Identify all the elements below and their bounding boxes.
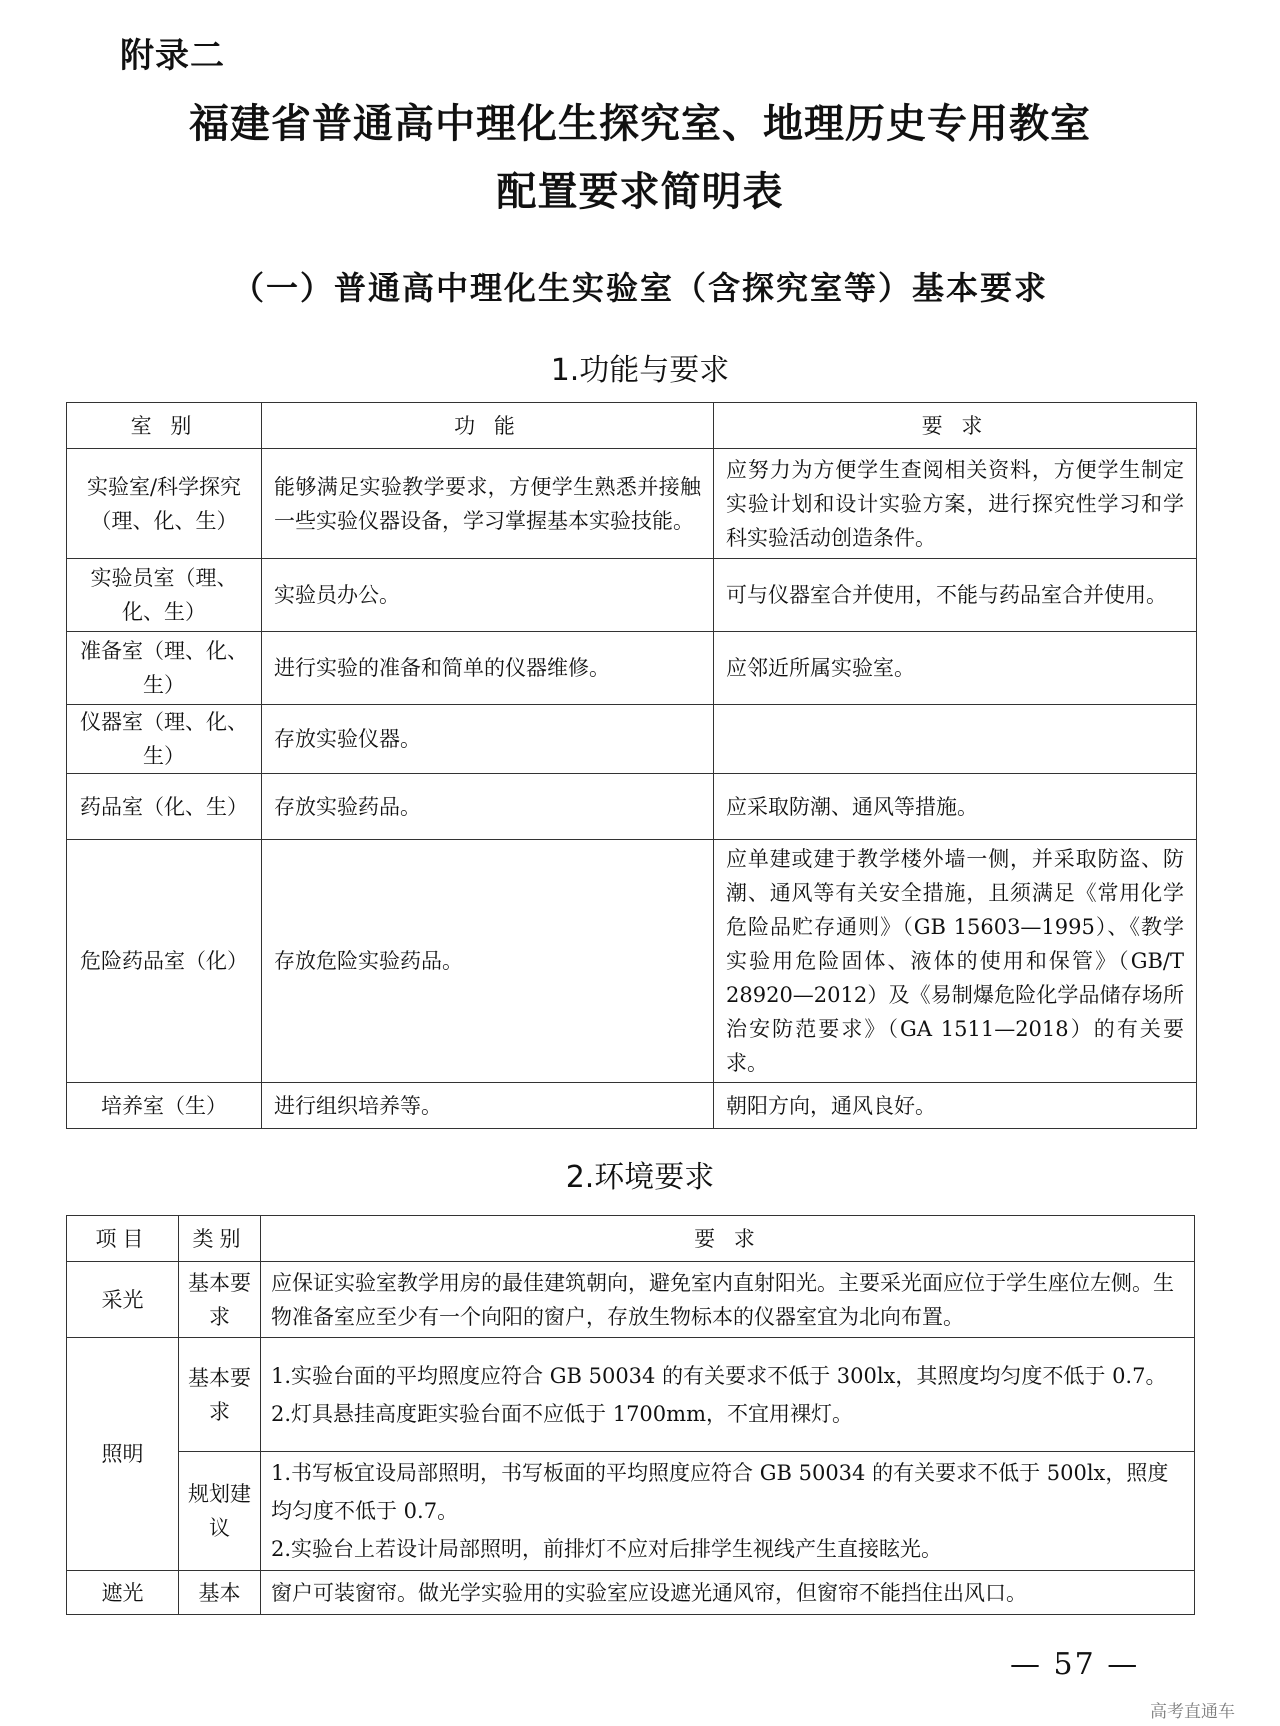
- document-title-line2: 配置要求简明表: [496, 169, 784, 215]
- section-heading: （一）普通高中理化生实验室（含探究室等）基本要求: [231, 269, 1048, 307]
- room-function: 实验员办公。: [262, 559, 714, 632]
- room-requirement: 可与仪器室合并使用，不能与药品室合并使用。: [714, 559, 1197, 632]
- table-header-function: 功 能: [262, 403, 714, 449]
- table-header-requirement: 要 求: [261, 1216, 1195, 1262]
- env-requirement: [261, 1452, 1195, 1571]
- table-row: [67, 774, 1197, 840]
- room-name: 实验员室（理、化、生）: [67, 559, 262, 632]
- env-requirement: 窗户可装窗帘。做光学实验用的实验室应设遮光通风帘，但窗帘不能挡住出风口。: [261, 1571, 1195, 1615]
- env-item: 遮光: [67, 1571, 179, 1615]
- room-function: 存放危险实验药品。: [262, 840, 714, 1083]
- table-row: [67, 705, 1197, 774]
- function-requirements-table: [66, 402, 1197, 1129]
- document-title-line1: 福建省普通高中理化生探究室、地理历史专用教室: [189, 101, 1091, 147]
- table-row: [67, 449, 1197, 559]
- room-requirement: 应采取防潮、通风等措施。: [714, 774, 1197, 840]
- room-requirement: [714, 705, 1197, 774]
- table-header-item: 项目: [67, 1216, 179, 1262]
- room-name: 准备室（理、化、生）: [67, 632, 262, 705]
- requirement-line: 2.实验台上若设计局部照明，前排灯不应对后排学生视线产生直接眩光。: [271, 1537, 943, 1561]
- requirement-line: 2.灯具悬挂高度距实验台面不应低于 1700mm，不宜用裸灯。: [271, 1401, 853, 1426]
- room-function: 存放实验药品。: [262, 774, 714, 840]
- watermark-text: 高考直通车: [1150, 1702, 1235, 1722]
- room-requirement: 应单建或建于教学楼外墙一侧，并采取防盗、防潮、通风等有关安全措施，且须满足《常用化学危险品贮存通则》（GB 15603—1995）、《教学实验用危险固体、液体的使用和保管》（GB/T 28920—2012）及《易制爆危险化学品储存场所治安防范要求》（GA 1511—2018）的有关要求。: [714, 840, 1197, 1083]
- requirement-line: 1.实验台面的平均照度应符合 GB 50034 的有关要求不低于 300lx，其照度均匀度不低于 0.7。: [271, 1363, 1167, 1388]
- table-row: [67, 632, 1197, 705]
- env-category: 基本: [179, 1571, 261, 1615]
- table-row: [67, 559, 1197, 632]
- room-name: 培养室（生）: [67, 1083, 262, 1129]
- subsection-heading-environment: 2.环境要求: [565, 1160, 715, 1195]
- room-function: 进行实验的准备和简单的仪器维修。: [262, 632, 714, 705]
- page-number: — 57 —: [1010, 1647, 1140, 1682]
- room-name: 危险药品室（化）: [67, 840, 262, 1083]
- room-requirement: 朝阳方向，通风良好。: [714, 1083, 1197, 1129]
- room-name: 实验室/科学探究（理、化、生）: [67, 449, 262, 559]
- table-row: [67, 1571, 1195, 1615]
- room-function: 能够满足实验教学要求，方便学生熟悉并接触一些实验仪器设备，学习掌握基本实验技能。: [262, 449, 714, 559]
- table-row: [67, 1262, 1195, 1338]
- env-category: 基本要求: [179, 1262, 261, 1338]
- env-requirement: [261, 1338, 1195, 1452]
- table-header-requirement: 要 求: [714, 403, 1197, 449]
- room-requirement: 应努力为方便学生查阅相关资料，方便学生制定实验计划和设计实验方案，进行探究性学习和学科实验活动创造条件。: [714, 449, 1197, 559]
- subsection-heading-function: 1.功能与要求: [550, 353, 730, 388]
- table-row: [67, 1452, 1195, 1571]
- env-item: 采光: [67, 1262, 179, 1338]
- room-name: 药品室（化、生）: [67, 774, 262, 840]
- room-requirement: 应邻近所属实验室。: [714, 632, 1197, 705]
- env-item: 照明: [67, 1338, 179, 1571]
- table-header-room: 室 别: [67, 403, 262, 449]
- appendix-label: 附录二: [120, 36, 225, 76]
- requirement-line: 1.书写板宜设局部照明，书写板面的平均照度应符合 GB 50034 的有关要求不低于 500lx，照度均匀度不低于 0.7。: [271, 1461, 1169, 1523]
- table-header-category: 类别: [179, 1216, 261, 1262]
- room-function: 进行组织培养等。: [262, 1083, 714, 1129]
- room-function: 存放实验仪器。: [262, 705, 714, 774]
- env-requirement: 应保证实验室教学用房的最佳建筑朝向，避免室内直射阳光。主要采光面应位于学生座位左侧。生物准备室应至少有一个向阳的窗户，存放生物标本的仪器室宜为北向布置。: [261, 1262, 1195, 1338]
- table-row: [67, 840, 1197, 1083]
- table-row: [67, 1083, 1197, 1129]
- room-name: 仪器室（理、化、生）: [67, 705, 262, 774]
- env-category: 规划建议: [179, 1452, 261, 1571]
- environment-requirements-table: [66, 1215, 1195, 1615]
- env-category: 基本要求: [179, 1338, 261, 1452]
- table-row: [67, 1338, 1195, 1452]
